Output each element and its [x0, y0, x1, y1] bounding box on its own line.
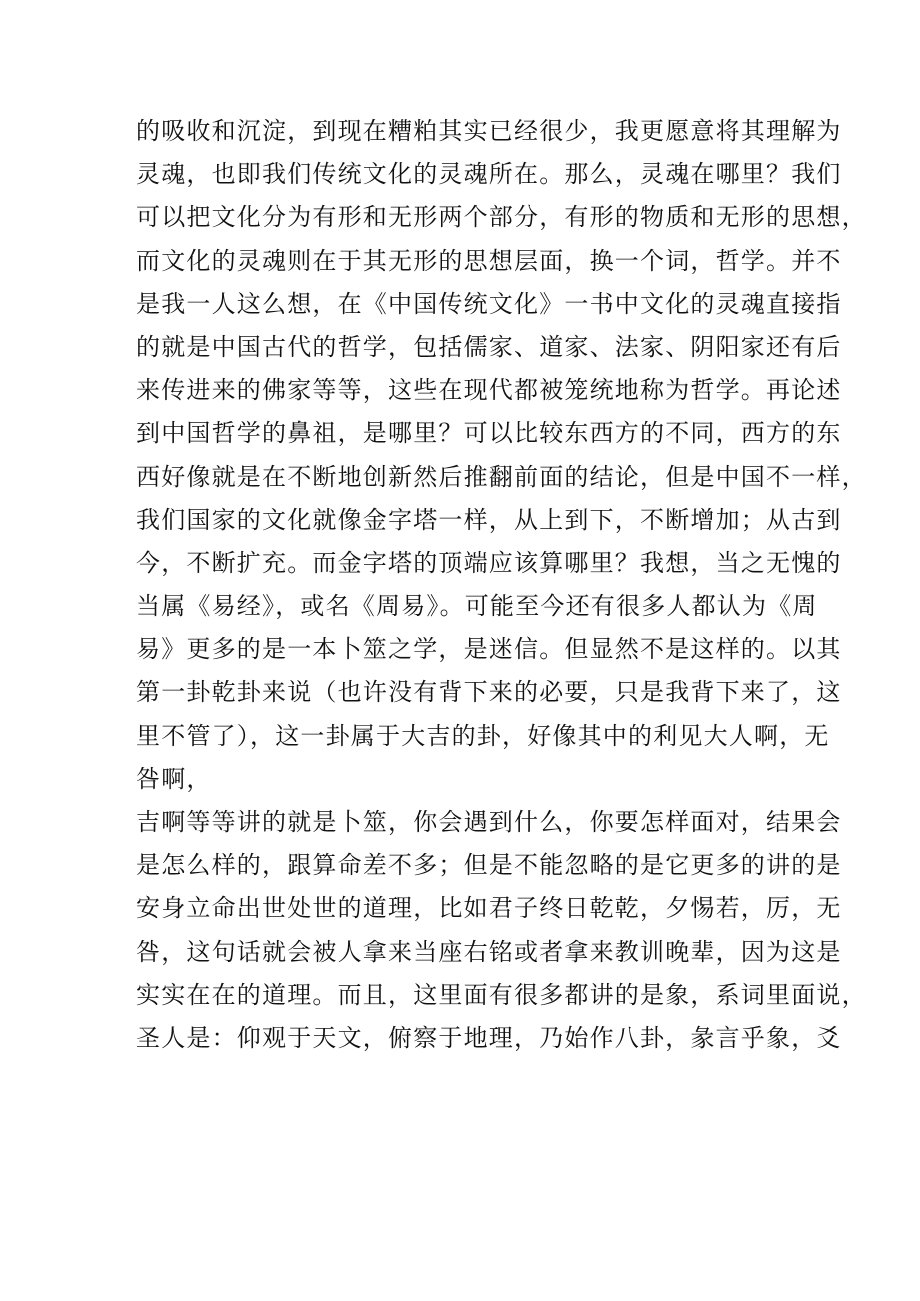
text-line: 来传进来的佛家等等，这些在现代都被笼统地称为哲学。再论述	[136, 376, 842, 405]
text-line: 西好像就是在不断地创新然后推翻前面的结论，但是中国不一样，	[136, 462, 867, 491]
text-line: 当属《易经》，或名《周易》。可能至今还有很多人都认为《周	[136, 592, 818, 621]
text-line: 我们国家的文化就像金字塔一样，从上到下，不断增加；从古到	[136, 505, 842, 534]
text-line: 咎，这句话就会被人拿来当座右铭或者拿来教训晚辈，因为这是	[136, 937, 842, 966]
text-line: 的吸收和沉淀，到现在糟粕其实已经很少，我更愿意将其理解为	[136, 117, 842, 145]
text-line: 可以把文化分为有形和无形两个部分，有形的物质和无形的思想，	[136, 203, 867, 232]
text-line: 咎啊，	[136, 764, 212, 793]
text-line: 里不管了），这一卦属于大吉的卦，好像其中的利见大人啊，无	[136, 721, 830, 750]
text-line: 到中国哲学的鼻祖，是哪里？可以比较东西方的不同，西方的东	[136, 419, 842, 448]
text-line: 圣人是：仰观于天文，俯察于地理，乃始作八卦，彖言乎象，爻	[136, 1023, 842, 1052]
text-line: 安身立命出世处世的道理，比如君子终日乾乾，夕惕若，厉，无	[136, 894, 842, 923]
text-line: 是我一人这么想，在《中国传统文化》一书中文化的灵魂直接指	[136, 289, 842, 318]
text-line: 的就是中国古代的哲学，包括儒家、道家、法家、阴阳家还有后	[136, 332, 842, 361]
text-line: 第一卦乾卦来说（也许没有背下来的必要，只是我背下来了，这	[136, 678, 842, 707]
text-line: 是怎么样的，跟算命差不多；但是不能忽略的是它更多的讲的是	[136, 851, 842, 880]
text-line: 吉啊等等讲的就是卜筮，你会遇到什么，你要怎样面对，结果会	[136, 808, 842, 836]
text-line: 而文化的灵魂则在于其无形的思想层面，换一个词，哲学。并不	[136, 246, 842, 275]
text-line: 灵魂，也即我们传统文化的灵魂所在。那么，灵魂在哪里？我们	[136, 160, 842, 189]
text-line: 实实在在的道理。而且，这里面有很多都讲的是象，系词里面说，	[136, 980, 867, 1009]
body-text	[136, 110, 867, 1060]
text-line: 今，不断扩充。而金字塔的顶端应该算哪里？我想，当之无愧的	[136, 548, 842, 577]
text-line: 易》更多的是一本卜筮之学，是迷信。但显然不是这样的。以其	[136, 635, 842, 664]
